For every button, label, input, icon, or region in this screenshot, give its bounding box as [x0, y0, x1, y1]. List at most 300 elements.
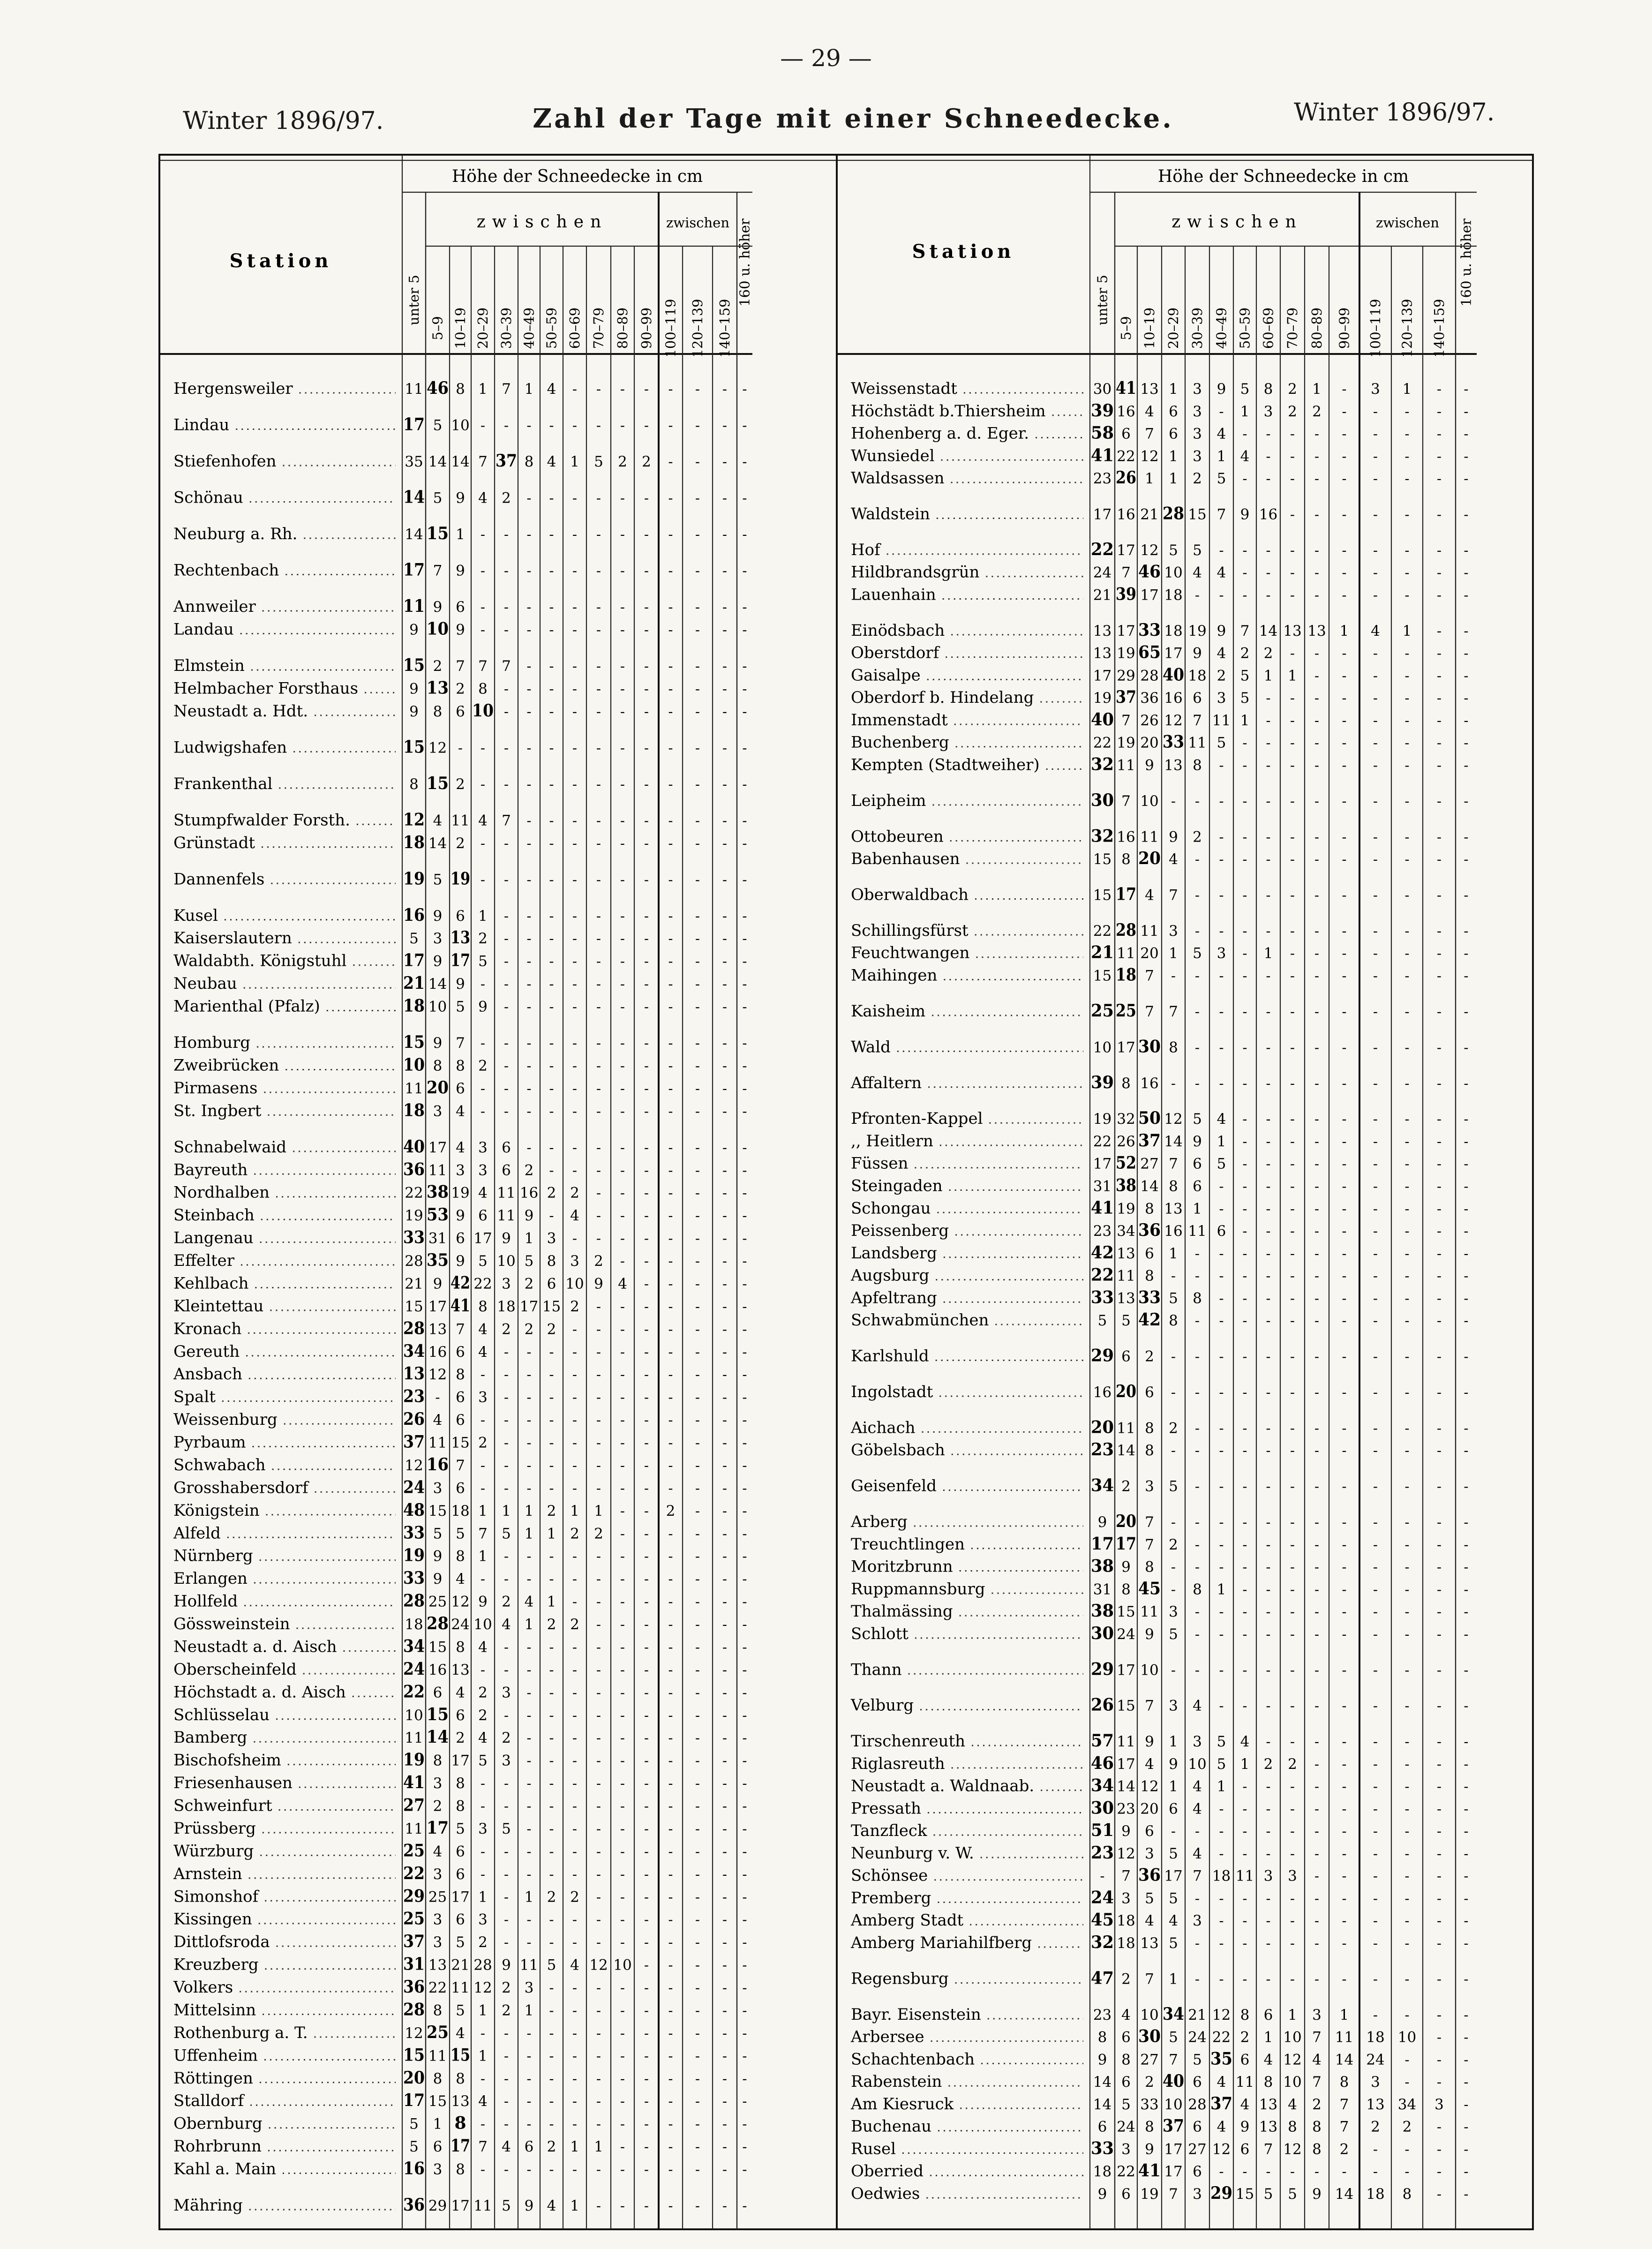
left-cell: 4	[456, 1139, 465, 1156]
left-cell: -	[620, 2161, 625, 2178]
left-cell: -	[526, 703, 532, 720]
left-cell: -	[620, 908, 625, 925]
left-cell: -	[596, 1162, 601, 1179]
left-cell: -	[695, 2116, 700, 2133]
right-cell: 7	[1121, 1867, 1131, 1885]
right-cell: -	[1242, 587, 1247, 604]
right-cell: 22	[1093, 734, 1112, 752]
left-cell: -	[620, 1503, 625, 1519]
left-cell: -	[596, 2198, 601, 2214]
left-station-name: Röttingen	[173, 2068, 253, 2088]
right-cell: -	[1404, 1890, 1410, 1907]
right-cell: -	[1242, 1823, 1247, 1840]
right-cell: 2	[1288, 381, 1297, 398]
right-cell: -	[1314, 793, 1320, 810]
left-cell: 7	[502, 381, 511, 398]
left-cell: -	[695, 527, 700, 543]
right-cell: -	[1373, 403, 1378, 420]
left-cell: 1	[478, 2002, 488, 2019]
left-cell: -	[596, 658, 601, 675]
right-cell: 14	[1093, 2074, 1112, 2091]
right-cell: -	[1464, 506, 1469, 523]
right-cell: -	[1342, 793, 1347, 810]
right-cell: 1	[1216, 1581, 1226, 1598]
left-cell: 1	[570, 2197, 579, 2214]
right-cell: 13	[1366, 2096, 1385, 2113]
left-col-label-2: 10–19	[452, 307, 468, 349]
right-cell: 11	[1117, 1733, 1135, 1751]
right-cell: -	[1290, 1698, 1295, 1715]
left-cell: -	[596, 599, 601, 616]
left-cell: -	[596, 931, 601, 948]
right-cell: -	[1242, 793, 1247, 810]
left-cell: 6	[456, 1865, 465, 1883]
left-cell: -	[549, 976, 554, 993]
right-cell: -	[1436, 1178, 1442, 1195]
left-cell: -	[480, 1480, 486, 1497]
left-station-name: Kusel	[173, 906, 218, 925]
left-cell: 8	[456, 1798, 465, 1815]
left-cell: -	[695, 999, 700, 1015]
right-cell: -	[1342, 1178, 1347, 1195]
left-cell: -	[668, 1911, 673, 1928]
left-cell: -	[503, 872, 509, 888]
right-cell: -	[1290, 1420, 1295, 1437]
right-cell: -	[1219, 1348, 1224, 1365]
right-cell: -	[1290, 1626, 1295, 1643]
left-cell: -	[668, 599, 673, 616]
right-cell: 33	[1140, 2096, 1159, 2113]
left-cell: 9	[409, 680, 419, 698]
right-cell: -	[1464, 1662, 1469, 1679]
left-cell: 12	[451, 1593, 470, 1610]
left-station-name: Volkers	[173, 1978, 233, 1997]
right-cell: -	[1314, 1133, 1320, 1150]
right-cell: -	[1242, 1581, 1247, 1598]
right-cell: 6	[1121, 2186, 1131, 2203]
left-cell: -	[503, 563, 509, 579]
right-cell: 4	[1240, 1733, 1250, 1751]
left-cell: 25	[403, 1841, 425, 1861]
right-station-name: Feuchtwangen	[851, 943, 970, 963]
right-cell: -	[1373, 1268, 1378, 1285]
left-cell: -	[668, 1435, 673, 1452]
right-cell: -	[1290, 564, 1295, 581]
left-cell: -	[668, 908, 673, 925]
right-cell: 14	[1117, 1778, 1135, 1795]
left-cell: 18	[403, 1100, 425, 1121]
right-cell: 4	[1121, 2006, 1131, 2023]
left-cell: 36	[403, 2195, 425, 2215]
right-cell: -	[1404, 712, 1410, 729]
right-col-label-4: 30–39	[1189, 307, 1205, 349]
left-cell: -	[549, 1934, 554, 1951]
right-col-label-7: 60–69	[1260, 307, 1277, 349]
right-cell: -	[1464, 1823, 1469, 1840]
right-cell: 12	[1283, 2051, 1302, 2068]
right-cell: -	[1290, 1201, 1295, 1218]
left-cell: -	[503, 1344, 509, 1361]
left-cell: -	[722, 872, 728, 888]
left-cell: -	[668, 1866, 673, 1883]
right-cell: -	[1342, 1223, 1347, 1240]
right-cell: -	[1219, 1559, 1224, 1576]
left-cell: -	[549, 1389, 554, 1406]
left-station-name: Marienthal (Pfalz)	[173, 997, 320, 1016]
right-cell: 4	[1240, 448, 1250, 465]
right-cell: 25	[1091, 1000, 1114, 1021]
right-station-name: Buchenau	[851, 2117, 932, 2136]
left-station-name: Effelter	[173, 1251, 235, 1270]
right-cell: -	[1464, 1698, 1469, 1715]
right-cell: 20	[1091, 1417, 1114, 1437]
right-cell: 28	[1140, 667, 1159, 684]
right-station-name: Velburg	[851, 1696, 914, 1715]
right-cell: -	[1342, 1890, 1347, 1907]
right-cell: -	[1436, 1420, 1442, 1437]
left-cell: 31	[428, 1230, 447, 1247]
left-cell: -	[695, 1080, 700, 1097]
right-cell: 22	[1117, 448, 1135, 465]
left-cell: -	[620, 1526, 625, 1542]
right-cell: 39	[1091, 1072, 1114, 1092]
right-cell: -	[1290, 887, 1295, 904]
left-station-name: Würzburg	[173, 1842, 254, 1861]
left-cell: -	[596, 703, 601, 720]
right-cell: -	[1342, 1581, 1347, 1598]
left-cell: -	[695, 1139, 700, 1156]
right-station-name: Rusel	[851, 2139, 896, 2159]
left-cell: -	[549, 740, 554, 757]
left-cell: -	[742, 1435, 747, 1452]
right-cell: -	[1342, 1384, 1347, 1401]
right-cell: -	[1242, 1156, 1247, 1173]
left-cell: -	[572, 1230, 578, 1247]
left-cell: -	[668, 1980, 673, 1996]
left-cell: -	[596, 563, 601, 579]
right-cell: 8	[1121, 1075, 1131, 1092]
right-cell: 8	[1097, 2029, 1107, 2046]
right-station-name: Neustadt a. Waldnaab.	[851, 1776, 1035, 1796]
right-col-label-6: 50–59	[1237, 307, 1253, 349]
left-cell: 4	[570, 1956, 579, 1974]
right-cell: 12	[1212, 2141, 1231, 2158]
left-cell: -	[503, 681, 509, 698]
right-cell: 10	[1397, 2029, 1417, 2046]
left-cell: -	[668, 872, 673, 888]
left-cell: 9	[478, 998, 488, 1015]
left-cell: 23	[403, 1386, 425, 1407]
left-cell: 2	[502, 489, 511, 507]
left-cell: -	[722, 1571, 728, 1588]
left-cell: -	[549, 1139, 554, 1156]
left-cell: 6	[433, 2138, 443, 2156]
right-cell: -	[1342, 1604, 1347, 1621]
right-cell: -	[1436, 668, 1442, 684]
right-cell: -	[1266, 1514, 1271, 1531]
right-cell: -	[1373, 690, 1378, 707]
right-cell: -	[1436, 1626, 1442, 1643]
right-cell: -	[1314, 587, 1320, 604]
right-cell: -	[1373, 1890, 1378, 1907]
left-cell: 11	[428, 1434, 447, 1452]
right-cell: 36	[1140, 690, 1159, 707]
right-cell: -	[1290, 1559, 1295, 1576]
left-cell: -	[742, 1185, 747, 1202]
right-cell: 33	[1138, 1287, 1161, 1308]
right-cell: 5	[1169, 1845, 1178, 1862]
right-cell: -	[1342, 564, 1347, 581]
left-station-name: Oberscheinfeld	[173, 1660, 297, 1679]
right-cell: 33	[1163, 732, 1184, 752]
right-cell: 19	[1140, 2186, 1159, 2203]
left-cell: 26	[403, 1409, 425, 1429]
left-cell: -	[596, 1344, 601, 1361]
left-cell: -	[549, 1753, 554, 1769]
left-cell: 24	[451, 1616, 470, 1633]
right-cell: 17	[1117, 542, 1135, 559]
left-cell: -	[742, 2070, 747, 2087]
left-cell: -	[620, 1889, 625, 1906]
right-cell: -	[1219, 829, 1224, 846]
left-cell: 28	[403, 1591, 425, 1611]
left-cell: -	[572, 931, 578, 948]
right-cell: 7	[1240, 622, 1250, 639]
left-cell: -	[480, 563, 486, 579]
left-cell: 2	[502, 1979, 511, 1996]
left-cell: -	[695, 740, 700, 757]
right-cell: -	[1436, 968, 1442, 985]
right-cell: 14	[1164, 1133, 1183, 1150]
left-cell: -	[644, 2093, 649, 2110]
right-cell: 11	[1188, 734, 1207, 752]
right-cell: 18	[1117, 1912, 1135, 1930]
right-cell: 5	[1097, 1312, 1107, 1330]
left-station-name: Friesenhausen	[173, 1774, 293, 1793]
right-station-name: ,, Heitlern	[851, 1131, 933, 1151]
left-cell: -	[572, 1571, 578, 1588]
left-cell: 33	[403, 1523, 425, 1543]
left-cell: 1	[478, 1502, 488, 1519]
left-cell: 7	[502, 812, 511, 829]
right-cell: -	[1404, 2074, 1410, 2091]
right-station-name: Regensburg	[851, 1969, 949, 1988]
left-station-name: Prüssberg	[173, 1819, 256, 1838]
right-cell: 4	[1288, 2096, 1297, 2113]
left-cell: -	[695, 454, 700, 470]
left-cell: 6	[456, 1707, 465, 1724]
left-cell: -	[668, 1889, 673, 1906]
right-cell: 5	[1288, 2186, 1297, 2203]
right-cell: 9	[1193, 645, 1202, 662]
right-cell: -	[1464, 1003, 1469, 1020]
right-cell: -	[1373, 793, 1378, 810]
left-cell: 15	[405, 1298, 423, 1315]
right-cell: -	[1290, 1384, 1295, 1401]
left-cell: -	[695, 953, 700, 970]
left-cell: -	[695, 1685, 700, 1701]
left-cell: 6	[502, 1162, 511, 1179]
left-cell: -	[596, 1685, 601, 1701]
right-cell: -	[1404, 1559, 1410, 1576]
left-cell: 3	[478, 1911, 488, 1928]
left-cell: 10	[613, 1956, 632, 1974]
right-station-name: Neunburg v. W.	[851, 1843, 974, 1863]
right-cell: -	[1436, 623, 1442, 639]
left-cell: -	[526, 1707, 532, 1724]
right-cell: -	[1404, 471, 1410, 488]
left-cell: -	[480, 2116, 486, 2133]
right-cell: -	[1266, 1536, 1271, 1553]
left-cell: -	[695, 1707, 700, 1724]
left-cell: -	[549, 776, 554, 793]
right-cell: -	[1464, 1581, 1469, 1598]
left-cell: 8	[433, 2002, 443, 2019]
left-cell: -	[480, 622, 486, 639]
right-station-name: Göbelsbach	[851, 1441, 945, 1460]
right-cell: -	[1342, 1801, 1347, 1818]
right-cell: 38	[1116, 1175, 1136, 1196]
right-cell: 4	[1145, 1755, 1154, 1773]
right-cell: -	[1464, 2186, 1469, 2203]
left-cell: -	[668, 1139, 673, 1156]
left-cell: 6	[502, 1139, 511, 1156]
left-cell: 5	[524, 1253, 534, 1270]
left-station-name: Neuburg a. Rh.	[173, 525, 298, 543]
right-cell: 2	[1240, 2029, 1250, 2046]
right-cell: -	[1436, 1245, 1442, 1262]
left-cell: -	[596, 1730, 601, 1747]
left-cell: 6	[456, 599, 465, 616]
right-cell: -	[1219, 1478, 1224, 1495]
left-cell: -	[526, 1730, 532, 1747]
right-cell: -	[1464, 829, 1469, 846]
right-cell: -	[1404, 968, 1410, 985]
left-cell: 4	[547, 2197, 556, 2214]
left-cell: 33	[403, 1227, 425, 1248]
right-cell: -	[1436, 2141, 1442, 2158]
left-station-name: Neubau	[173, 974, 237, 993]
right-cell: 2	[1169, 1536, 1178, 1553]
left-cell: -	[644, 1662, 649, 1678]
left-cell: 4	[433, 812, 443, 829]
right-cell: 8	[1312, 2141, 1322, 2158]
left-cell: 3	[433, 2161, 443, 2178]
left-cell: -	[572, 999, 578, 1015]
right-station-name: Kaisheim	[851, 1001, 926, 1021]
right-cell: 1	[1263, 945, 1273, 962]
right-cell: 17	[1091, 1534, 1114, 1554]
left-cell: -	[742, 1707, 747, 1724]
right-cell: -	[1219, 1003, 1224, 1020]
left-cell: 4	[478, 2093, 488, 2110]
left-cell: -	[620, 1321, 625, 1338]
left-cell: 25	[428, 1888, 447, 1906]
left-cell: -	[549, 2116, 554, 2133]
right-cell: 3	[1193, 448, 1202, 465]
left-cell: -	[668, 1843, 673, 1860]
left-cell: -	[722, 1480, 728, 1497]
right-cell: 21	[1091, 942, 1114, 963]
left-cell: -	[742, 1162, 747, 1179]
right-cell: -	[1464, 1890, 1469, 1907]
left-cell: -	[742, 1594, 747, 1610]
right-cell: 1	[1312, 381, 1322, 398]
right-cell: 6	[1263, 2006, 1273, 2023]
left-cell: 4	[433, 1843, 443, 1860]
right-cell: -	[1194, 1348, 1200, 1365]
right-cell: 24	[1091, 1888, 1114, 1908]
left-cell: 28	[427, 1614, 449, 1633]
right-col-label-0: unter 5	[1094, 275, 1111, 325]
left-cell: 9	[478, 1593, 488, 1610]
left-cell: -	[742, 1798, 747, 1815]
left-cell: -	[526, 2093, 532, 2110]
right-cell: 6	[1145, 1384, 1154, 1401]
right-station-name: Oberwaldbach	[851, 885, 969, 904]
right-cell: 8	[1193, 1581, 1202, 1598]
left-cell: -	[596, 1367, 601, 1384]
right-cell: -	[1404, 1734, 1410, 1751]
right-cell: -	[1242, 1245, 1247, 1262]
left-cell: -	[620, 2025, 625, 2042]
left-cell: 8	[456, 1639, 465, 1656]
right-cell: 28	[1188, 2096, 1207, 2113]
right-cell: -	[1373, 1868, 1378, 1885]
left-cell: 2	[666, 1502, 676, 1519]
left-cell: 9	[433, 599, 443, 616]
left-cell: -	[742, 681, 747, 698]
left-cell: -	[572, 563, 578, 579]
left-cell: -	[503, 1843, 509, 1860]
right-cell: -	[1314, 1698, 1320, 1715]
left-cell: -	[644, 776, 649, 793]
left-cell: -	[596, 908, 601, 925]
left-cell: -	[526, 2161, 532, 2178]
left-cell: -	[722, 776, 728, 793]
table-frame	[159, 155, 1533, 2229]
right-cell: 14	[1093, 2096, 1112, 2113]
left-cell: 22	[428, 1979, 447, 1996]
left-cell: -	[572, 976, 578, 993]
left-cell: -	[549, 953, 554, 970]
right-cell: 2	[1371, 2118, 1380, 2136]
left-cell: -	[596, 2048, 601, 2065]
left-cell: -	[668, 2161, 673, 2178]
right-col-label-14: 160 u. höher	[1458, 218, 1474, 307]
right-cell: 2	[1263, 1755, 1273, 1773]
left-cell: -	[596, 812, 601, 829]
right-cell: -	[1404, 2007, 1410, 2023]
right-cell: -	[1436, 1536, 1442, 1553]
right-cell: 3	[1169, 922, 1178, 940]
right-cell: -	[1290, 1662, 1295, 1679]
right-cell: 45	[1138, 1579, 1161, 1599]
left-cell: -	[480, 1866, 486, 1883]
left-cell: 40	[403, 1136, 425, 1157]
left-cell: -	[668, 1617, 673, 1633]
left-cell: 2	[524, 1321, 534, 1338]
right-cell: -	[1266, 1003, 1271, 1020]
left-cell: 2	[502, 1730, 511, 1747]
right-cell: -	[1290, 426, 1295, 443]
left-cell: 21	[451, 1956, 470, 1974]
left-cell: -	[722, 1685, 728, 1701]
left-cell: 21	[403, 973, 425, 993]
left-cell: -	[549, 1685, 554, 1701]
left-cell: 8	[478, 680, 488, 698]
right-cell: -	[1194, 1039, 1200, 1056]
